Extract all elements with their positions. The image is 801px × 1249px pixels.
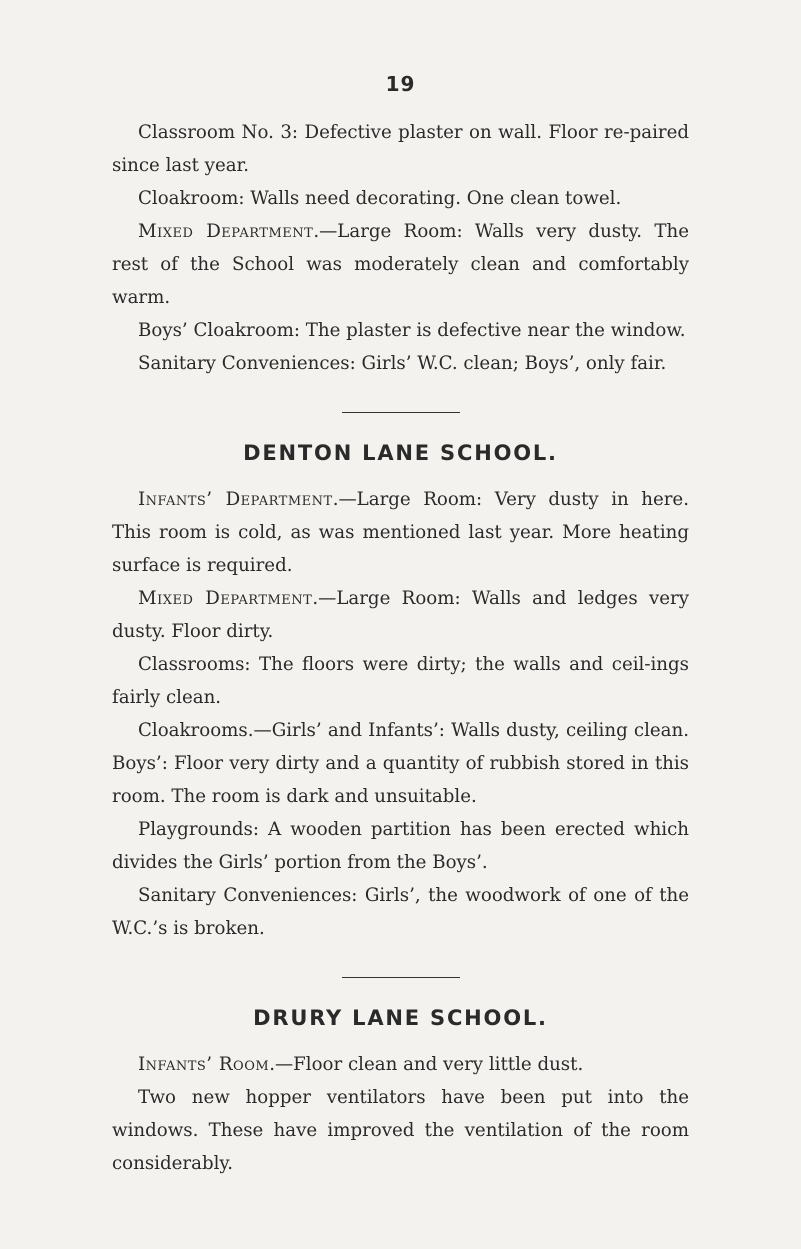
paragraph	[112, 714, 689, 813]
paragraph-text: Classroom No. 3: Defective plaster on wall. Floor re-paired since last year.	[112, 122, 689, 176]
paragraph-text: Sanitary Conveniences: Girls’, the woodwork of one of the W.C.’s is broken.	[112, 885, 689, 939]
section-heading: DRURY LANE SCHOOL.	[253, 1006, 548, 1030]
paragraph	[112, 879, 689, 945]
paragraph-lead: Infants’ Department	[138, 489, 333, 510]
paragraph	[112, 813, 689, 879]
paragraph-text: .—Large Room: Walls and ledges very dusty. Floor dirty.	[112, 588, 689, 642]
paragraph	[112, 582, 689, 648]
section-heading: DENTON LANE SCHOOL.	[243, 441, 558, 465]
paragraph-text: Two new hopper ventilators have been put into the windows. These have improved the ventilation of the room considerably.	[112, 1087, 689, 1174]
paragraph-text: .—Large Room: Very dusty in here. This room is cold, as was mentioned last year. More heating surface is required.	[112, 489, 689, 576]
paragraph	[112, 215, 689, 314]
paragraph-lead: Mixed Department	[138, 221, 314, 242]
paragraph	[112, 347, 689, 380]
paragraph-text: Sanitary Conveniences: Girls’ W.C. clean; Boys’, only fair.	[138, 353, 667, 374]
drury-lane-section	[112, 1006, 689, 1180]
paragraph	[112, 1081, 689, 1180]
paragraph-lead: Mixed Department	[138, 588, 313, 609]
paragraph	[112, 182, 689, 215]
page-number: 19	[385, 72, 416, 96]
paragraph-text: Playgrounds: A wooden partition has been erected which divides the Girls’ portion from the Boys’.	[112, 819, 689, 873]
top-section	[112, 116, 689, 380]
paragraph-text: Boys’ Cloakroom: The plaster is defective near the window.	[138, 320, 686, 341]
paragraph-text: Cloakroom: Walls need decorating. One clean towel.	[138, 188, 622, 209]
paragraph	[112, 648, 689, 714]
paragraph	[112, 483, 689, 582]
paragraph-text: .—Large Room: Walls very dusty. The rest of the School was moderately clean and comfortably warm.	[112, 221, 689, 308]
paragraph-lead: Infants’ Room	[138, 1054, 270, 1075]
paragraph	[112, 116, 689, 182]
paragraph-text: Classrooms: The floors were dirty; the walls and ceil-ings fairly clean.	[112, 654, 689, 708]
paragraph	[112, 1048, 689, 1081]
section-divider	[342, 977, 460, 978]
paragraph-text: .—Floor clean and very little dust.	[269, 1054, 584, 1075]
section-divider	[342, 412, 460, 413]
paragraph-text: Cloakrooms.—Girls’ and Infants’: Walls dusty, ceiling clean. Boys’: Floor very dirty and a quantity of rubbish stored in this room. The room is dark and unsuitable.	[112, 720, 689, 807]
denton-lane-section	[112, 441, 689, 945]
paragraph	[112, 314, 689, 347]
